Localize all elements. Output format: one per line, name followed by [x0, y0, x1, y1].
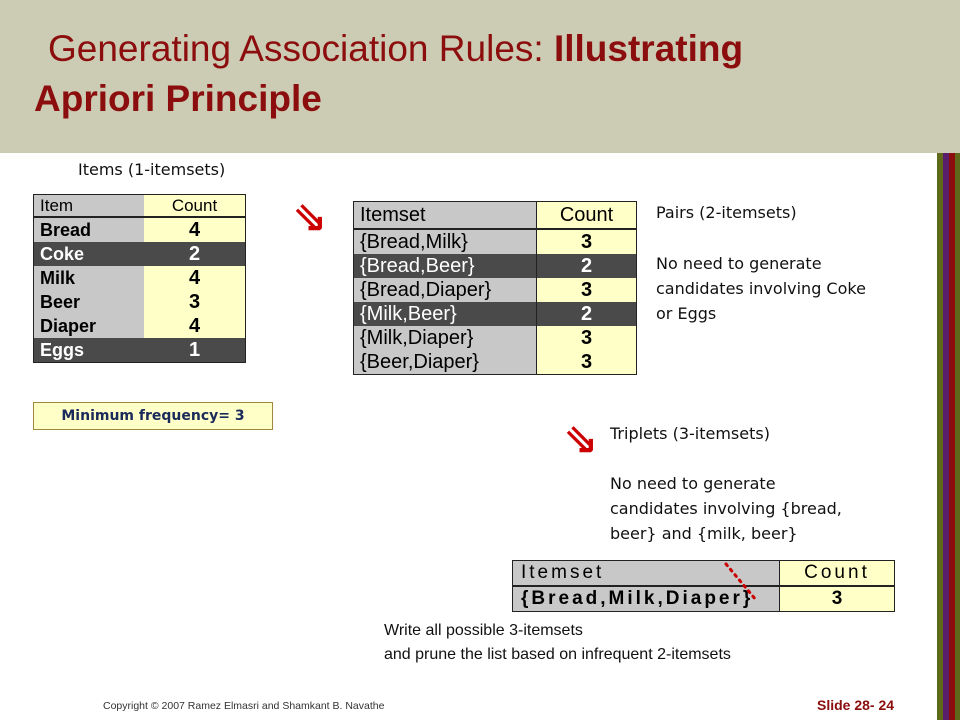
table-header-row — [513, 561, 895, 587]
count-cell: 4 — [144, 266, 246, 290]
table-row — [354, 229, 637, 254]
slide-number: Slide 28- 24 — [817, 697, 895, 713]
bottom-note-line2: and prune the list based on infrequent 2-itemsets — [384, 646, 731, 663]
header-item: Item — [34, 195, 145, 218]
table-row — [34, 290, 246, 314]
arrow-down-right-icon: ⇘ — [292, 192, 328, 241]
item-cell: Bread — [34, 217, 145, 242]
item-cell: Milk — [34, 266, 145, 290]
count-cell: 4 — [144, 217, 246, 242]
count-cell: 3 — [537, 350, 637, 375]
itemset-cell: {Bread,Milk,Diaper} — [513, 586, 780, 612]
itemset-cell: {Bread,Milk} — [354, 229, 537, 254]
table-row — [354, 326, 637, 350]
itemset-cell: {Milk,Beer} — [354, 302, 537, 326]
table-row — [513, 586, 895, 612]
pairs-note-line2: candidates involving Coke — [656, 279, 866, 298]
items-label: Items (1-itemsets) — [78, 160, 226, 179]
table-header-row — [34, 195, 246, 218]
itemset-cell: {Bread,Beer} — [354, 254, 537, 278]
table-row — [34, 338, 246, 363]
header-itemset: Itemset — [354, 202, 537, 230]
count-cell: 2 — [537, 254, 637, 278]
title-regular: Generating Association Rules: — [48, 28, 554, 69]
triplets-label: Triplets (3-itemsets) — [610, 424, 770, 443]
count-cell: 3 — [537, 229, 637, 254]
count-cell: 2 — [144, 242, 246, 266]
header-count: Count — [537, 202, 637, 230]
table-row — [34, 266, 246, 290]
table-row — [34, 242, 246, 266]
header-count: Count — [780, 561, 895, 587]
table-row — [354, 350, 637, 375]
triplets-note-line1: No need to generate — [610, 474, 776, 493]
title-bold: Illustrating — [553, 28, 744, 69]
pairs-label: Pairs (2-itemsets) — [656, 203, 797, 222]
table-row — [354, 302, 637, 326]
count-cell: 2 — [537, 302, 637, 326]
pairs-table — [353, 201, 637, 375]
bottom-note-line1: Write all possible 3-itemsets — [384, 622, 583, 639]
arrow-down-right-icon: ⇘ — [563, 414, 599, 463]
slide-title-line1 — [48, 28, 743, 70]
triplets-note-line3: beer} and {milk, beer} — [610, 524, 798, 543]
count-cell: 4 — [144, 314, 246, 338]
count-cell: 3 — [537, 278, 637, 302]
footer-copyright: Copyright © 2007 Ramez Elmasri and Shamkant B. Navathe — [103, 700, 385, 712]
pairs-note-line1: No need to generate — [656, 254, 822, 273]
count-cell: 3 — [537, 326, 637, 350]
minimum-frequency-box: Minimum frequency= 3 — [33, 402, 273, 430]
count-cell: 3 — [144, 290, 246, 314]
item-cell: Coke — [34, 242, 145, 266]
count-cell: 3 — [780, 586, 895, 612]
title-band — [0, 0, 960, 153]
table-row — [34, 217, 246, 242]
item-cell: Eggs — [34, 338, 145, 363]
item-cell: Diaper — [34, 314, 145, 338]
header-count: Count — [144, 195, 246, 218]
triplets-note-line2: candidates involving {bread, — [610, 499, 842, 518]
count-cell: 1 — [144, 338, 246, 363]
dotted-pointer-icon — [722, 560, 762, 604]
header-itemset: Itemset — [513, 561, 780, 587]
slide-title-line2: Apriori Principle — [34, 78, 322, 119]
item-cell: Beer — [34, 290, 145, 314]
items-table — [33, 194, 246, 363]
table-row — [354, 278, 637, 302]
itemset-cell: {Milk,Diaper} — [354, 326, 537, 350]
table-row — [34, 314, 246, 338]
itemset-cell: {Bread,Diaper} — [354, 278, 537, 302]
table-header-row — [354, 202, 637, 230]
pairs-note-line3: or Eggs — [656, 304, 717, 323]
table-row — [354, 254, 637, 278]
triplets-table — [512, 560, 895, 612]
itemset-cell: {Beer,Diaper} — [354, 350, 537, 375]
stripe-olive-2 — [955, 153, 960, 720]
